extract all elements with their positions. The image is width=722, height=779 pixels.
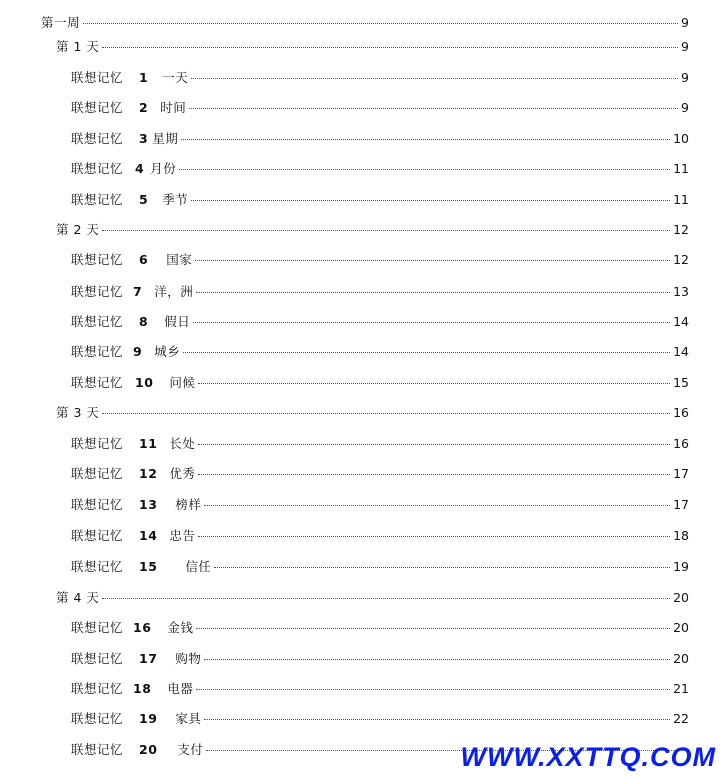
entry-number: 10 (135, 375, 154, 390)
toc-entry[interactable] (0, 342, 689, 360)
toc-day-heading[interactable] (0, 220, 689, 238)
dot-leader (193, 322, 670, 323)
entry-prefix: 联想记忆 (71, 651, 124, 666)
page-number: 11 (673, 161, 689, 176)
entry-topic: 月份 (150, 161, 177, 176)
toc-entry[interactable] (0, 495, 689, 513)
entry-number: 20 (139, 742, 158, 757)
entry-topic: 电器 (167, 681, 194, 696)
toc-entry-title: 第 1 天 (56, 39, 100, 54)
toc-entry-title (0, 342, 180, 360)
entry-prefix: 联想记忆 (71, 161, 124, 176)
toc-entry-title (0, 526, 195, 544)
toc-entry-title (0, 190, 188, 208)
toc-entry[interactable] (0, 98, 689, 116)
dot-leader (204, 719, 670, 720)
page-number: 9 (681, 39, 689, 54)
entry-prefix: 联想记忆 (71, 252, 124, 267)
page-number: 20 (673, 651, 689, 666)
entry-number: 4 (135, 161, 145, 176)
entry-number: 1 (139, 70, 149, 85)
toc-entry[interactable] (0, 649, 689, 667)
entry-topic: 金钱 (167, 620, 194, 635)
dot-leader (196, 628, 670, 629)
entry-number: 12 (139, 466, 158, 481)
page-number: 18 (673, 528, 689, 543)
entry-number: 8 (139, 314, 149, 329)
entry-topic: 问候 (169, 375, 196, 390)
page-number: 9 (681, 100, 689, 115)
page-number: 22 (673, 711, 689, 726)
dot-leader (102, 230, 670, 231)
entry-prefix: 联想记忆 (71, 528, 124, 543)
toc-entry[interactable] (0, 282, 689, 300)
entry-topic: 假日 (164, 314, 191, 329)
toc-entry-title (0, 250, 192, 268)
entry-number: 9 (133, 344, 143, 359)
page-number: 14 (673, 344, 689, 359)
dot-leader (102, 413, 670, 414)
toc-day-heading[interactable] (0, 588, 689, 606)
dot-leader (196, 689, 670, 690)
toc-day-heading[interactable] (0, 37, 689, 55)
dot-leader (198, 383, 670, 384)
entry-topic: 支付 (177, 742, 204, 757)
entry-number: 5 (139, 192, 149, 207)
page-number: 17 (673, 497, 689, 512)
toc-day-heading[interactable] (0, 403, 689, 421)
entry-topic: 一天 (162, 70, 189, 85)
entry-number: 15 (139, 559, 158, 574)
toc-entry-title: 第 2 天 (56, 222, 100, 237)
page-number: 15 (673, 375, 689, 390)
toc-entry-title: 第一周 (41, 15, 81, 30)
entry-number: 6 (139, 252, 149, 267)
toc-entry-title (0, 464, 195, 482)
page-number: 17 (673, 466, 689, 481)
toc-entry[interactable] (0, 679, 689, 697)
entry-number: 13 (139, 497, 158, 512)
dot-leader (189, 108, 678, 109)
dot-leader (198, 444, 670, 445)
toc-week-heading[interactable] (0, 13, 689, 31)
entry-topic: 时间 (160, 100, 187, 115)
toc-entry[interactable] (0, 373, 689, 391)
entry-number: 7 (133, 284, 143, 299)
dot-leader (204, 505, 670, 506)
page-number: 14 (673, 314, 689, 329)
toc-entry-title (0, 618, 193, 636)
toc-entry-title (0, 649, 201, 667)
dot-leader (204, 659, 670, 660)
toc-entry-title (0, 373, 195, 391)
entry-number: 18 (133, 681, 152, 696)
toc-entry-title (0, 68, 188, 86)
entry-prefix: 联想记忆 (71, 681, 124, 696)
toc-entry-title: 第 3 天 (56, 405, 100, 420)
entry-number: 11 (139, 436, 158, 451)
dot-leader (196, 292, 670, 293)
toc-entry[interactable] (0, 250, 689, 268)
toc-entry-title (0, 740, 203, 758)
page-number: 9 (681, 15, 689, 30)
entry-prefix: 联想记忆 (71, 344, 124, 359)
page-number: 10 (673, 131, 689, 146)
page-number: 19 (673, 559, 689, 574)
toc-entry-title (0, 434, 195, 452)
dot-leader (198, 474, 670, 475)
toc-entry-title (0, 129, 178, 147)
toc-entry[interactable] (0, 526, 689, 544)
page-number: 20 (673, 620, 689, 635)
page-number: 13 (673, 284, 689, 299)
entry-number: 2 (139, 100, 149, 115)
dot-leader (191, 78, 678, 79)
entry-prefix: 联想记忆 (71, 100, 124, 115)
watermark-logo: WWW.XXTTQ.COM (460, 742, 716, 772)
toc-entry-title (0, 557, 211, 575)
entry-topic: 信任 (185, 559, 212, 574)
dot-leader (179, 169, 670, 170)
entry-number: 16 (133, 620, 152, 635)
toc-entry-title (0, 709, 201, 727)
page-number: 20 (673, 590, 689, 605)
toc-entry-title (0, 679, 193, 697)
dot-leader (183, 352, 670, 353)
entry-prefix: 联想记忆 (71, 742, 124, 757)
toc-entry[interactable] (0, 68, 689, 86)
entry-prefix: 联想记忆 (71, 559, 124, 574)
entry-topic: 长处 (169, 436, 196, 451)
dot-leader (83, 23, 678, 24)
entry-topic: 购物 (175, 651, 202, 666)
toc-entry-title (0, 282, 193, 300)
page-number: 12 (673, 222, 689, 237)
dot-leader (198, 536, 670, 537)
entry-prefix: 联想记忆 (71, 314, 124, 329)
toc-entry-title (0, 312, 190, 330)
toc-entry[interactable] (0, 434, 689, 452)
entry-prefix: 联想记忆 (71, 436, 124, 451)
entry-topic: 季节 (162, 192, 189, 207)
toc-entry[interactable] (0, 464, 689, 482)
entry-prefix: 联想记忆 (71, 192, 124, 207)
page-number: 16 (673, 405, 689, 420)
entry-topic: 星期 (152, 131, 179, 146)
entry-topic: 洋，洲 (154, 284, 194, 299)
entry-topic: 忠告 (169, 528, 196, 543)
toc-entry[interactable] (0, 618, 689, 636)
toc-entry[interactable] (0, 312, 689, 330)
entry-topic: 城乡 (154, 344, 181, 359)
dot-leader (195, 260, 670, 261)
page-number: 9 (681, 70, 689, 85)
entry-topic: 优秀 (169, 466, 196, 481)
entry-number: 19 (139, 711, 158, 726)
entry-prefix: 联想记忆 (71, 284, 124, 299)
entry-prefix: 联想记忆 (71, 620, 124, 635)
page-number: 11 (673, 192, 689, 207)
entry-number: 3 (139, 131, 149, 146)
toc-entry-title (0, 159, 176, 177)
entry-number: 17 (139, 651, 158, 666)
toc-entry[interactable] (0, 557, 689, 575)
entry-prefix: 联想记忆 (71, 375, 124, 390)
entry-prefix: 联想记忆 (71, 711, 124, 726)
toc-entry-title: 第 4 天 (56, 590, 100, 605)
dot-leader (102, 47, 678, 48)
entry-prefix: 联想记忆 (71, 497, 124, 512)
entry-topic: 家具 (175, 711, 202, 726)
dot-leader (181, 139, 670, 140)
toc-entry-title (0, 98, 186, 116)
entry-number: 14 (139, 528, 158, 543)
entry-topic: 国家 (166, 252, 193, 267)
entry-prefix: 联想记忆 (71, 466, 124, 481)
toc-entry[interactable] (0, 159, 689, 177)
toc-entry[interactable] (0, 129, 689, 147)
page-number: 12 (673, 252, 689, 267)
entry-topic: 榜样 (175, 497, 202, 512)
dot-leader (191, 200, 670, 201)
toc-entry[interactable] (0, 190, 689, 208)
toc-entry[interactable] (0, 709, 689, 727)
toc-entry-title (0, 495, 201, 513)
page-number: 16 (673, 436, 689, 451)
page-number: 21 (673, 681, 689, 696)
dot-leader (102, 598, 670, 599)
entry-prefix: 联想记忆 (71, 70, 124, 85)
dot-leader (214, 567, 670, 568)
entry-prefix: 联想记忆 (71, 131, 124, 146)
